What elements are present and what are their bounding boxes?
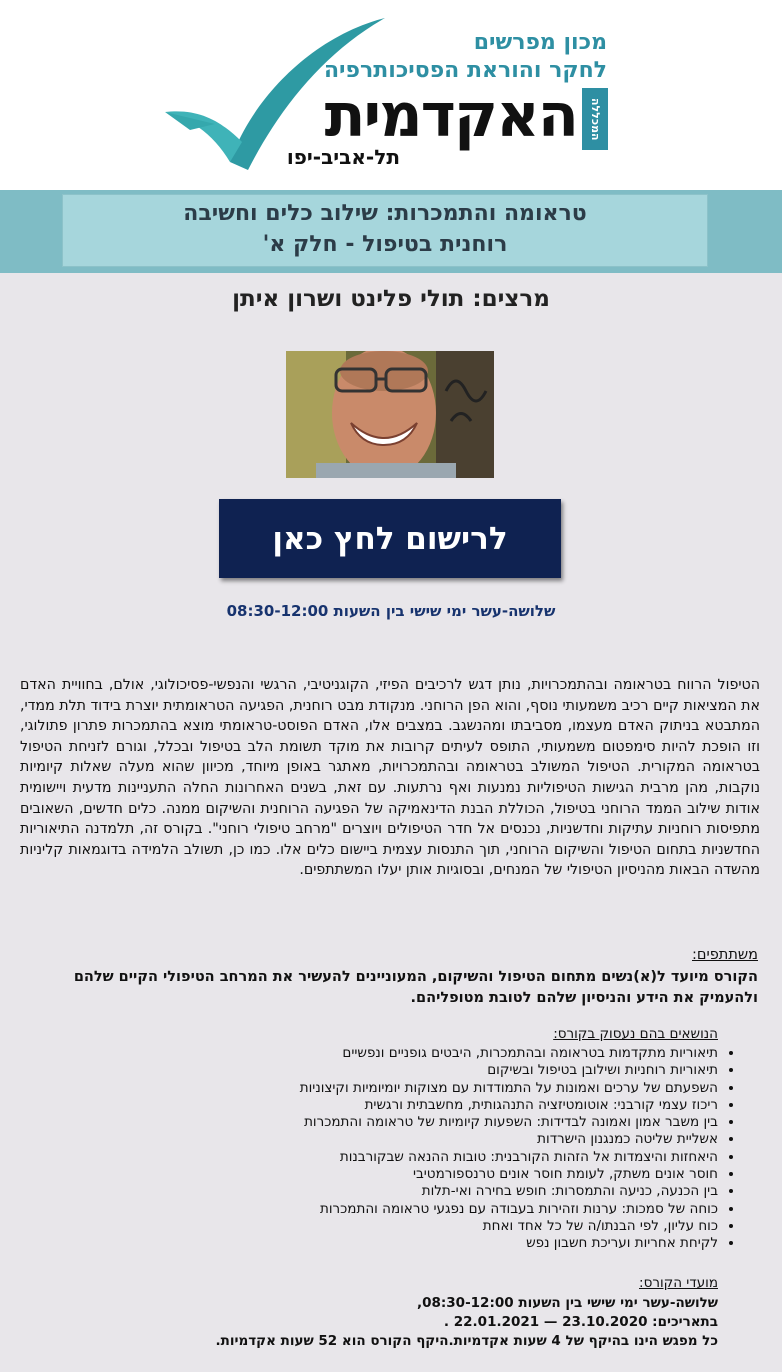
list-item: • לקיחת אחריות ועריכת חשבון נפש — [98, 1235, 718, 1252]
list-item: • אשליית שליטה כמנגנון הישרדות — [98, 1131, 718, 1148]
course-title-line1: טראומה והתמכרות: שילוב כלים וחשיבה — [183, 201, 587, 226]
list-item: • כוח עליון, לפי הבנתו/ה של כל אחד ואחת — [98, 1218, 718, 1235]
topics-list — [98, 1045, 736, 1253]
course-title-line2: רוחנית בטיפול - חלק א' — [262, 232, 508, 257]
list-item: • כוחה של סמכות: ערנות וזהירות בעבודה עם נפגעי טראומה והתמכרות — [98, 1201, 718, 1218]
presenter-photo — [286, 351, 494, 478]
list-item: • היאחזות והיצמדות אל הזהות הקורבנית: טובות ההנאה שבקורבנות — [98, 1149, 718, 1166]
list-item: • חוסר אונים משתק, לעומת חוסר אונים טרנספורמטיבי — [98, 1166, 718, 1183]
institute-name-line2: לחקר והוראת הפסיכותרפיה — [323, 58, 607, 83]
header — [0, 0, 782, 190]
participants-text: הקורס מיועד ל(א)נשים מתחום הטיפול והשיקום, המעוניינים להעשיר את המרחב הטיפולי הקיים שלהם ולהעמיק את הידע והניסיון שלהם לטובת מטופליהם. — [73, 969, 758, 1006]
list-item: • בין משבר אמון ואמונה לבדידות: השפעות קיומיות של טראומה והתמכרות — [98, 1114, 718, 1131]
participants-title: משתתפים: — [692, 947, 758, 963]
list-item: • השפעתם של ערכים ואמונות על התמודדות עם מצוקות יומיומיות וקיצוניות — [98, 1080, 718, 1097]
schedule-summary: שלושה-עשר ימי שישי בין השעות 08:30-12:00 — [226, 602, 556, 620]
course-title — [62, 198, 708, 260]
brand-city: תל-אביב-יפו — [286, 145, 400, 169]
dates-line-hours: כל מפגש הינו בהיקף של 4 שעות אקדמיות.היקף הקורס הוא 52 שעות אקדמיות. — [215, 1333, 718, 1349]
presenters: מרצים: תולי פלינט ושרון איתן — [232, 286, 550, 312]
list-item: • ריכוז עצמי קורבני: אוטומטיזציה התנהגותית, מחשבתית ורגשית — [98, 1097, 718, 1114]
register-button[interactable]: לרישום לחץ כאן — [219, 499, 561, 578]
dates-title: מועדי הקורס: — [639, 1275, 718, 1291]
list-item: • בין הכנעה, כניעה והתמסרות: חופש בחירה ואי-תלות — [98, 1183, 718, 1200]
topics-title: הנושאים בהם נעסוק בקורס: — [553, 1026, 718, 1042]
dates-line-range: בתאריכים: 23.10.2020 — 22.01.2021 . — [443, 1314, 718, 1330]
intro-paragraph: הטיפול הרווח בטראומה ובהתמכרויות, נותן דגש לרכיבים הפיזי, הקוגניטיבי, הרגשי והנפשי-פסיכולוגי, אולם, בחוויית האדם את המציאות קיים רכיב משמעותי נוסף, והוא הפן הרוחני. מנקודת מבט רוחנית, הפגיעה הטראומתית יוצרת בידוד תלת ממדי, המתבטא בניתוק האדם מעצמו, מסביבתו ומהנשגב. במצבים אלו, האדם הפוסט-טראומתי מוצא בהתמכרות פתרון פתולוגי, וזו הופכת להיות סימפטום משמעותי, התופס לעיתים קרובות את מוקד תשומת הלב בטיפול ובכלל, וגורם לזניחת הטיפול בטראומה המקורית. הטיפול המשולב בטראומה ובהתמכרויות, מאתגר באופן מיוחד, מכיוון שהוא מעלה שאלות קיומיות נוקבות, מהן מרבית הגישות הטיפוליות נמנעות ואף נרתעות. עם זאת, בשנים האחרונות החלה התעניינות מדעית ויישומית אודות שילוב הממד הרוחני בטיפול, הכוללת הבנת הדינאמיקה של הפגיעה הרוחנית והשיקום ממנה. כלים חדשים, השאובים מתפיסות רוחניות עתיקות וחדשניות, נכנסים אל חדר הטיפולים ויוצרים "מרחב טיפולי רוחני". בקורס זה, תלמדנה התיאוריות החדשניות בתחום הטיפול והשיקום הרוחני, תוך התנסות עצמית ביישום כלים אלו. כמו כן, תשולב הלמידה בדוגמאות קליניות מהשדה הבאות מהניסיון הטיפולי של המנחים, ובסוגיות אותן יעלו המשתתפים. — [20, 677, 760, 879]
institute-name-line1: מכון מפרשים — [473, 30, 607, 55]
presenter-photo-image — [286, 351, 494, 478]
list-item: • תיאוריות רוחניות ושילובן בטיפול ובשיקום — [98, 1062, 718, 1079]
list-item: • תיאוריות מתקדמות בטראומה ובהתמכרות, היבטים גופניים ונפשיים — [98, 1045, 718, 1062]
brand-name: האקדמית — [324, 81, 577, 151]
brand-tag: המכללה — [582, 88, 608, 150]
dates-line-schedule: שלושה-עשר ימי שישי בין השעות 08:30-12:00, — [416, 1295, 718, 1311]
